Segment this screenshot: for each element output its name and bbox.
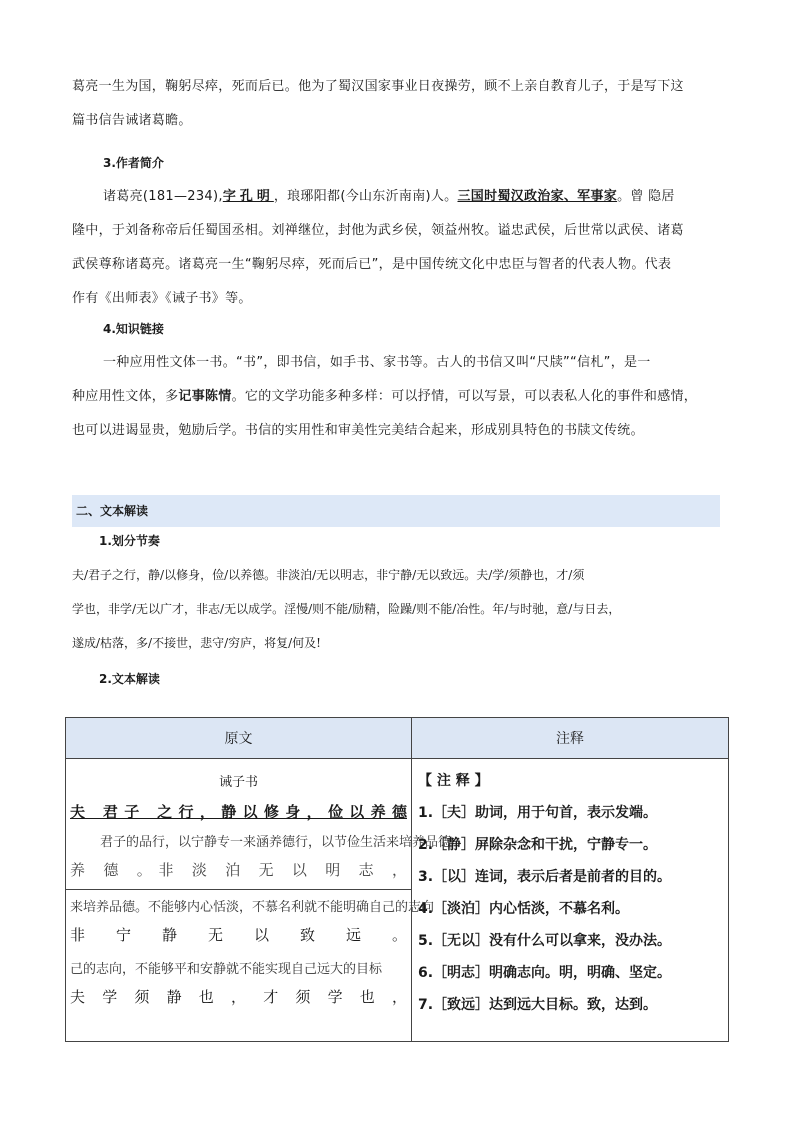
knowledge-line: 一种应用性文体一书。“书”，即书信，如手书、家书等。古人的书信又叫“尺牍”“信札”，是一 (103, 355, 651, 370)
author-line: 武侯尊称诸葛亮。诸葛亮一生“鞠躬尽瘁，死而后已”，是中国传统文化中忠臣与智者的代表人物。代表 (72, 257, 672, 272)
translation-line: 君子的品行，以宁静专一来涵养德行，以节俭生活来培养品德 (100, 835, 452, 850)
author-heading: 3.作者简介 (103, 156, 164, 170)
table-header-row (66, 718, 729, 759)
rhythm-line: 学也，非学/无以广才，非志/无以成学。淫慢/则不能/励精，险躁/则不能/冶性。年/与时驰，意/与日去， (72, 602, 621, 616)
inner-divider (66, 889, 411, 896)
note-item: 2.［静］屏除杂念和干扰，宁静专一。 (418, 837, 658, 853)
author-paragraph (72, 180, 732, 316)
notes-heading: 【 注 释 】 (418, 773, 489, 789)
note-item: 7.［致远］达到远大目标。致，达到。 (418, 997, 658, 1013)
knowledge-paragraph (72, 346, 732, 448)
intro-line: 篇书信告诫诸葛瞻。 (72, 113, 192, 128)
column-header-notes: 注释 (412, 718, 729, 759)
courtesy-name: 字孔明 (222, 189, 274, 204)
translation-line: 来培养品德。不能够内心恬淡，不慕名利就不能明确自己的志向 (70, 900, 435, 915)
original-line (66, 797, 411, 827)
translation-line: 己的志向，不能够平和安静就不能实现自己远大的目标 (70, 962, 383, 977)
original-line-text: 夫 君子 之行，静以修身，俭以养德 (70, 803, 407, 821)
author-tail: 。曾 隐居 (617, 189, 675, 204)
knowledge-emphasis: 记事陈情 (178, 389, 232, 404)
knowledge-line (72, 380, 732, 414)
author-line: 隆中，于刘备称帝后任蜀国丞相。刘禅继位，封他为武乡侯，领益州牧。谥忠武侯，后世常以武侯、诸葛 (72, 223, 684, 238)
knowledge-text: 。它的文学功能多种多样：可以抒情，可以写景，可以表私人化的事件和感情， (231, 389, 698, 404)
intro-line: 葛亮一生为国，鞠躬尽瘁，死而后已。他为了蜀汉国家事业日夜操劳，顾不上亲自教育儿子，于是写下这 (72, 79, 684, 94)
table-row (66, 759, 729, 1042)
original-line: 夫 学 须 静 也 ， 才 须 学 也 ， (70, 988, 407, 1006)
original-line: 非 宁 静 无 以 致 远 。 (70, 926, 407, 944)
notes-list (412, 759, 728, 1027)
note-item: 1.［夫］助词，用于句首，表示发端。 (418, 805, 658, 821)
intro-paragraph (72, 70, 732, 138)
original-text-cell (66, 759, 452, 1042)
author-origin: ，琅琊阳都(今山东沂南南)人。 (273, 189, 458, 204)
original-text-content (66, 759, 452, 1012)
knowledge-text: 种应用性文体，多 (72, 389, 179, 404)
author-title: 三国时蜀汉政治家、军事家 (457, 189, 618, 204)
note-item: 3.［以］连词，表示后者是前者的目的。 (418, 869, 672, 885)
original-text-viewport (66, 759, 452, 1041)
author-line: 作有《出师表》《诫子书》等。 (72, 291, 252, 306)
note-item: 6.［明志］明确志向。明，明确、坚定。 (418, 965, 672, 981)
section-title-bar: 二、文本解读 (72, 495, 720, 527)
knowledge-line: 也可以进谒显贵，勉励后学。书信的实用性和审美性完美结合起来，形成别具特色的书牍文传统。 (72, 423, 644, 438)
knowledge-heading: 4.知识链接 (103, 322, 164, 336)
interpretation-table (65, 717, 729, 1042)
notes-cell (412, 759, 729, 1042)
original-title: 诫子书 (218, 775, 258, 790)
rhythm-text (72, 558, 732, 660)
column-header-original: 原文 (66, 718, 412, 759)
original-line: 养 德 。非 淡 泊 无 以 明 志 ， (70, 861, 407, 879)
rhythm-heading: 1.划分节奏 (99, 534, 160, 548)
author-dates: 诸葛亮(181—234), (103, 189, 223, 204)
note-item: 4.［淡泊］内心恬淡，不慕名利。 (418, 901, 630, 917)
author-line (72, 180, 732, 214)
interpretation-heading: 2.文本解读 (99, 672, 160, 686)
note-item: 5.［无以］没有什么可以拿来，没办法。 (418, 933, 672, 949)
rhythm-line: 夫/君子之行，静/以修身，俭/以养德。非淡泊/无以明志，非宁静/无以致远。夫/学/须静也，才/须 (72, 568, 585, 582)
rhythm-line: 遂成/枯落，多/不接世，悲守/穷庐，将复/何及! (72, 636, 321, 650)
